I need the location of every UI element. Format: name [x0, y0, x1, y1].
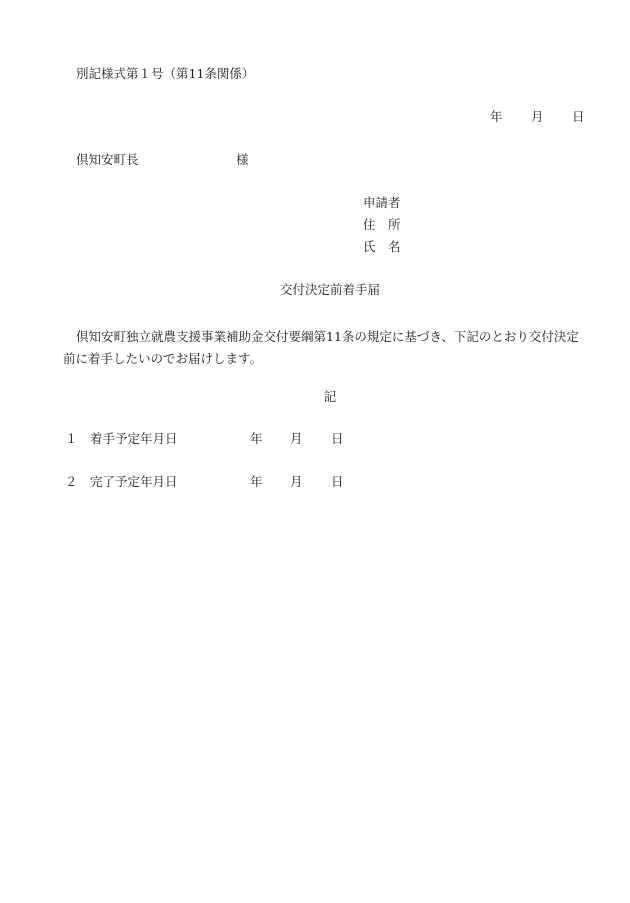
submission-date: [0, 111, 630, 125]
applicant-label: 申請者: [363, 195, 401, 210]
item-completion-date: [0, 476, 630, 490]
document-title: 交付決定前着手届: [279, 282, 380, 297]
form-number: 別記様式第１号（第11条関係）: [76, 66, 255, 81]
item-year-label: 年: [250, 431, 263, 446]
date-month-label: 月: [531, 109, 544, 124]
ki-heading: 記: [323, 389, 337, 404]
item-day-label: 日: [331, 474, 344, 489]
applicant-name-label: 氏 名: [363, 239, 401, 254]
item-year-label: 年: [250, 474, 263, 489]
item-month-label: 月: [290, 474, 303, 489]
item-month-label: 月: [290, 431, 303, 446]
item-label: 完了予定年月日: [90, 474, 178, 489]
item-start-date: [0, 433, 630, 447]
body-text: 倶知安町独立就農支援事業補助金交付要綱第11条の規定に基づき、下記のとおり交付決定前に着手したいのでお届けします。: [63, 329, 579, 366]
item-number: １: [65, 431, 78, 446]
item-label: 着手予定年月日: [90, 431, 178, 446]
date-year-label: 年: [490, 109, 503, 124]
addressee: [0, 154, 630, 168]
applicant-address-label: 住 所: [363, 217, 401, 232]
item-day-label: 日: [331, 431, 344, 446]
addressee-honorific: 様: [236, 152, 249, 167]
applicant-block: [363, 197, 401, 263]
item-number: ２: [65, 474, 78, 489]
addressee-name: 倶知安町長: [76, 152, 139, 167]
date-day-label: 日: [572, 109, 585, 124]
